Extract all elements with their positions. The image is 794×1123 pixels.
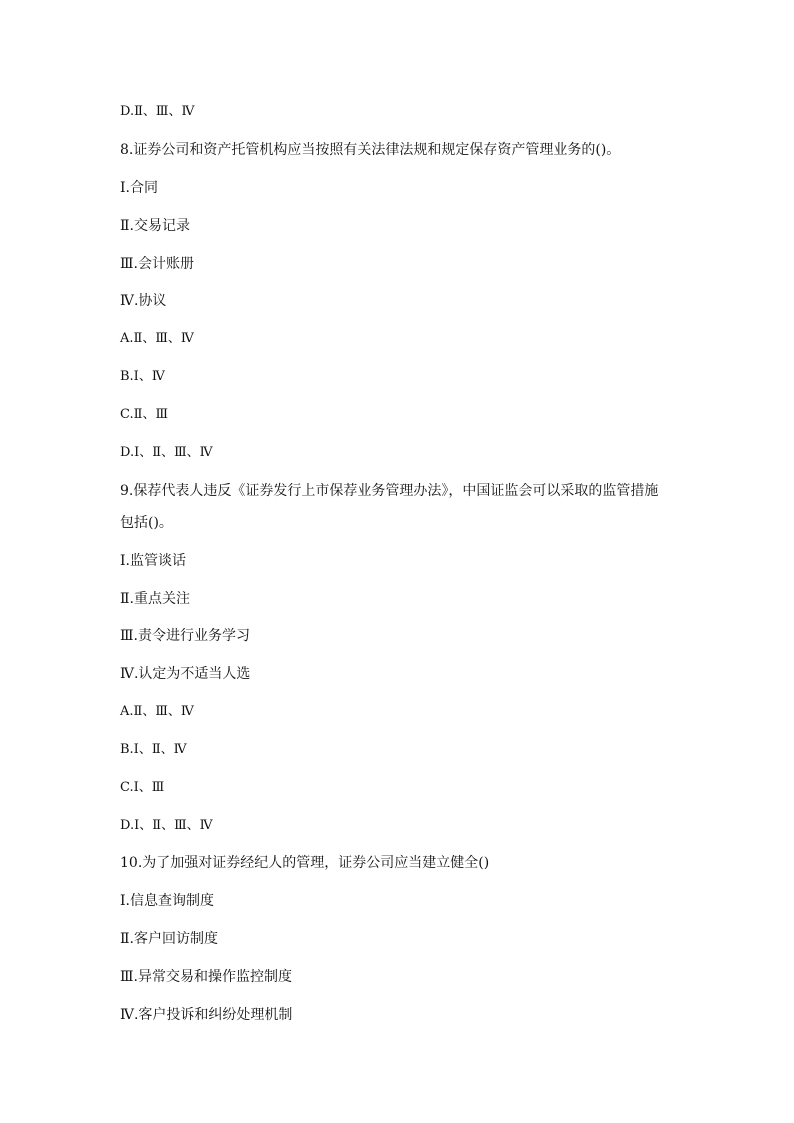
q7-option-d: D.Ⅱ、Ⅲ、Ⅳ [120,104,195,119]
q9-item-3: Ⅲ.责令进行业务学习 [120,628,250,644]
q8-option-a: A.Ⅱ、Ⅲ、Ⅳ [120,331,194,346]
q9-option-b: B.Ⅰ、Ⅱ、Ⅳ [120,742,187,757]
q8-item-2: Ⅱ.交易记录 [120,218,190,234]
q9-stem: 9.保荐代表人违反《证券发行上市保荐业务管理办法》，中国证监会可以采取的监管措施 [120,483,659,499]
q8-option-c: C.Ⅱ、Ⅲ [120,407,168,422]
q10-item-4: Ⅳ.客户投诉和纠纷处理机制 [120,1007,293,1023]
q9-option-c: C.Ⅰ、Ⅲ [120,780,165,795]
q9-item-4: Ⅳ.认定为不适当人选 [120,666,251,682]
q10-item-2: Ⅱ.客户回访制度 [120,931,218,947]
q9-item-1: Ⅰ.监管谈话 [120,553,186,569]
q9-item-2: Ⅱ.重点关注 [120,591,190,607]
q10-item-1: Ⅰ.信息查询制度 [120,893,214,909]
q8-stem: 8.证券公司和资产托管机构应当按照有关法律法规和规定保存资产管理业务的()。 [120,142,621,158]
q10-item-3: Ⅲ.异常交易和操作监控制度 [120,969,292,985]
q8-option-b: B.Ⅰ、Ⅳ [120,369,165,384]
q8-option-d: D.Ⅰ、Ⅱ、Ⅲ、Ⅳ [120,445,213,460]
q8-item-4: Ⅳ.协议 [120,293,167,309]
q9-option-d: D.Ⅰ、Ⅱ、Ⅲ、Ⅳ [120,818,213,833]
q10-stem: 10.为了加强对证券经纪人的管理，证券公司应当建立健全() [120,855,490,871]
q9-stem-continued: 包括()。 [120,515,173,531]
q8-item-1: Ⅰ.合同 [120,180,158,196]
q9-option-a: A.Ⅱ、Ⅲ、Ⅳ [120,704,194,719]
q8-item-3: Ⅲ.会计账册 [120,256,194,272]
